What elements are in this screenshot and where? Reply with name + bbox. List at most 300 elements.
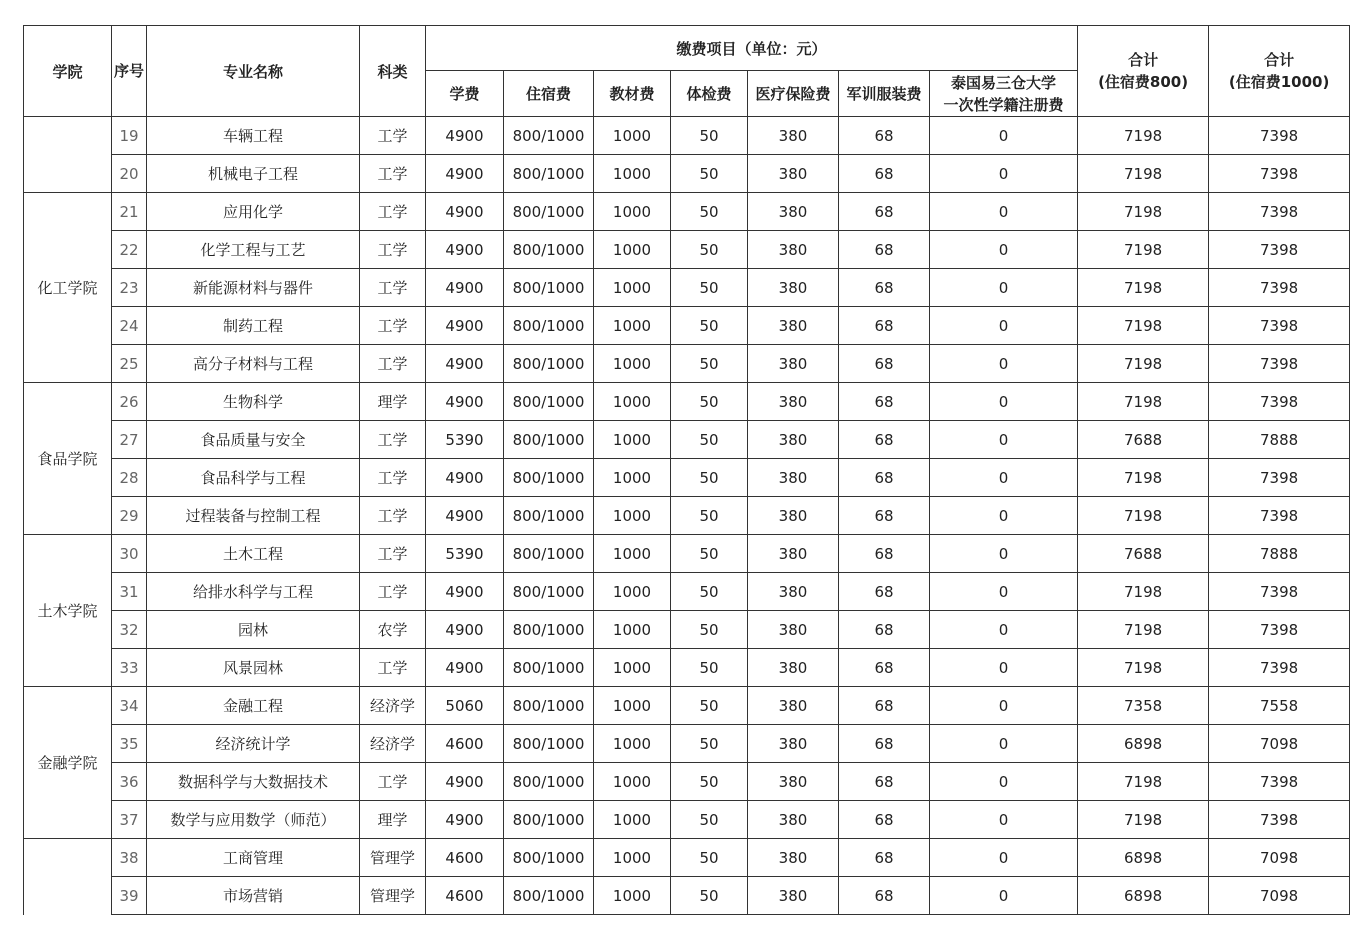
cell-accommodation: 800/1000: [504, 725, 594, 763]
cell-insurance: 380: [748, 307, 839, 345]
cell-category: 工学: [360, 345, 426, 383]
cell-tuition: 4900: [426, 611, 504, 649]
cell-thai-registration: 0: [930, 877, 1078, 915]
cell-total-1000: 7398: [1209, 117, 1350, 155]
cell-thai-registration: 0: [930, 269, 1078, 307]
cell-medical-exam: 50: [671, 877, 748, 915]
cell-tuition: 4900: [426, 231, 504, 269]
cell-accommodation: 800/1000: [504, 459, 594, 497]
header-total-1000-line2: (住宿费1000): [1228, 73, 1330, 91]
cell-accommodation: 800/1000: [504, 345, 594, 383]
cell-medical-exam: 50: [671, 345, 748, 383]
cell-seq: 33: [112, 649, 147, 687]
cell-accommodation: 800/1000: [504, 877, 594, 915]
college-cell: 化工学院: [24, 193, 112, 383]
cell-category: 工学: [360, 649, 426, 687]
cell-thai-registration: 0: [930, 763, 1078, 801]
cell-thai-registration: 0: [930, 307, 1078, 345]
header-thai-registration-line2: 一次性学籍注册费: [943, 95, 1064, 114]
college-cell: 土木学院: [24, 535, 112, 687]
header-insurance: 医疗保险费: [748, 71, 839, 117]
cell-total-800: 7358: [1078, 687, 1209, 725]
cell-textbook: 1000: [594, 421, 671, 459]
cell-thai-registration: 0: [930, 421, 1078, 459]
cell-category: 工学: [360, 573, 426, 611]
header-major: 专业名称: [147, 26, 360, 117]
cell-total-800: 7198: [1078, 117, 1209, 155]
cell-tuition: 4900: [426, 801, 504, 839]
cell-accommodation: 800/1000: [504, 535, 594, 573]
cell-medical-exam: 50: [671, 573, 748, 611]
cell-insurance: 380: [748, 763, 839, 801]
cell-tuition: 5060: [426, 687, 504, 725]
cell-seq: 25: [112, 345, 147, 383]
cell-seq: 27: [112, 421, 147, 459]
cell-seq: 24: [112, 307, 147, 345]
cell-insurance: 380: [748, 649, 839, 687]
cell-total-800: 7198: [1078, 193, 1209, 231]
cell-major: 化学工程与工艺: [147, 231, 360, 269]
header-seq: 序号: [112, 26, 147, 117]
cell-category: 理学: [360, 801, 426, 839]
cell-medical-exam: 50: [671, 801, 748, 839]
cell-total-800: 7198: [1078, 801, 1209, 839]
cell-thai-registration: 0: [930, 345, 1078, 383]
cell-seq: 36: [112, 763, 147, 801]
cell-insurance: 380: [748, 573, 839, 611]
cell-insurance: 380: [748, 611, 839, 649]
cell-accommodation: 800/1000: [504, 269, 594, 307]
cell-category: 工学: [360, 155, 426, 193]
cell-total-1000: 7558: [1209, 687, 1350, 725]
table-row: [24, 877, 1350, 915]
cell-military-uniform: 68: [839, 193, 930, 231]
table-row: [24, 193, 1350, 231]
cell-tuition: 4900: [426, 193, 504, 231]
cell-total-800: 7688: [1078, 421, 1209, 459]
table-row: [24, 269, 1350, 307]
table-row: [24, 687, 1350, 725]
cell-category: 工学: [360, 117, 426, 155]
table-row: [24, 801, 1350, 839]
table-row: [24, 345, 1350, 383]
cell-major: 工商管理: [147, 839, 360, 877]
cell-textbook: 1000: [594, 687, 671, 725]
cell-total-1000: 7398: [1209, 193, 1350, 231]
cell-medical-exam: 50: [671, 269, 748, 307]
cell-thai-registration: 0: [930, 497, 1078, 535]
cell-category: 管理学: [360, 839, 426, 877]
cell-seq: 35: [112, 725, 147, 763]
cell-medical-exam: 50: [671, 155, 748, 193]
cell-total-1000: 7098: [1209, 877, 1350, 915]
cell-medical-exam: 50: [671, 497, 748, 535]
cell-textbook: 1000: [594, 345, 671, 383]
cell-textbook: 1000: [594, 611, 671, 649]
cell-total-800: 7198: [1078, 307, 1209, 345]
cell-major: 经济统计学: [147, 725, 360, 763]
cell-tuition: 4900: [426, 269, 504, 307]
cell-textbook: 1000: [594, 649, 671, 687]
cell-category: 工学: [360, 307, 426, 345]
cell-textbook: 1000: [594, 307, 671, 345]
cell-seq: 19: [112, 117, 147, 155]
cell-military-uniform: 68: [839, 687, 930, 725]
header-total-800-line1: 合计: [1128, 51, 1159, 69]
cell-total-1000: 7398: [1209, 459, 1350, 497]
cell-insurance: 380: [748, 231, 839, 269]
cell-total-1000: 7398: [1209, 269, 1350, 307]
cell-major: 数据科学与大数据技术: [147, 763, 360, 801]
table-row: [24, 763, 1350, 801]
cell-military-uniform: 68: [839, 307, 930, 345]
cell-accommodation: 800/1000: [504, 421, 594, 459]
cell-major: 园林: [147, 611, 360, 649]
cell-total-800: 7198: [1078, 649, 1209, 687]
cell-tuition: 4900: [426, 345, 504, 383]
cell-category: 经济学: [360, 725, 426, 763]
cell-medical-exam: 50: [671, 611, 748, 649]
cell-medical-exam: 50: [671, 231, 748, 269]
cell-tuition: 4600: [426, 877, 504, 915]
cell-seq: 20: [112, 155, 147, 193]
header-thai-registration: [930, 71, 1078, 117]
table-row: [24, 459, 1350, 497]
cell-military-uniform: 68: [839, 649, 930, 687]
cell-textbook: 1000: [594, 801, 671, 839]
cell-textbook: 1000: [594, 497, 671, 535]
cell-total-1000: 7398: [1209, 573, 1350, 611]
cell-tuition: 4900: [426, 383, 504, 421]
cell-accommodation: 800/1000: [504, 649, 594, 687]
cell-thai-registration: 0: [930, 687, 1078, 725]
cell-insurance: 380: [748, 117, 839, 155]
cell-category: 经济学: [360, 687, 426, 725]
cell-total-800: 6898: [1078, 839, 1209, 877]
table-row: [24, 839, 1350, 877]
cell-seq: 21: [112, 193, 147, 231]
cell-total-800: 7198: [1078, 459, 1209, 497]
cell-thai-registration: 0: [930, 383, 1078, 421]
cell-category: 管理学: [360, 877, 426, 915]
cell-total-800: 7198: [1078, 269, 1209, 307]
cell-total-1000: 7398: [1209, 611, 1350, 649]
cell-insurance: 380: [748, 839, 839, 877]
cell-seq: 38: [112, 839, 147, 877]
cell-total-1000: 7098: [1209, 839, 1350, 877]
table-row: [24, 307, 1350, 345]
cell-category: 工学: [360, 421, 426, 459]
cell-seq: 29: [112, 497, 147, 535]
cell-total-800: 7198: [1078, 155, 1209, 193]
cell-insurance: 380: [748, 801, 839, 839]
cell-military-uniform: 68: [839, 231, 930, 269]
header-total-800: [1078, 26, 1209, 117]
table-row: [24, 117, 1350, 155]
cell-insurance: 380: [748, 497, 839, 535]
cell-major: 风景园林: [147, 649, 360, 687]
fee-table: [23, 25, 1350, 915]
cell-accommodation: 800/1000: [504, 839, 594, 877]
cell-accommodation: 800/1000: [504, 573, 594, 611]
cell-total-1000: 7398: [1209, 155, 1350, 193]
cell-accommodation: 800/1000: [504, 307, 594, 345]
cell-tuition: 5390: [426, 535, 504, 573]
cell-tuition: 4900: [426, 763, 504, 801]
cell-insurance: 380: [748, 383, 839, 421]
cell-insurance: 380: [748, 725, 839, 763]
cell-thai-registration: 0: [930, 459, 1078, 497]
cell-military-uniform: 68: [839, 155, 930, 193]
cell-total-800: 7198: [1078, 345, 1209, 383]
cell-accommodation: 800/1000: [504, 687, 594, 725]
cell-category: 工学: [360, 231, 426, 269]
cell-accommodation: 800/1000: [504, 117, 594, 155]
cell-category: 工学: [360, 763, 426, 801]
cell-total-1000: 7398: [1209, 763, 1350, 801]
cell-total-1000: 7398: [1209, 497, 1350, 535]
header-total-1000-line1: 合计: [1264, 51, 1295, 69]
cell-military-uniform: 68: [839, 839, 930, 877]
cell-thai-registration: 0: [930, 725, 1078, 763]
cell-medical-exam: 50: [671, 117, 748, 155]
cell-thai-registration: 0: [930, 535, 1078, 573]
cell-textbook: 1000: [594, 877, 671, 915]
header-total-800-line2: (住宿费800): [1098, 73, 1189, 91]
table-row: [24, 421, 1350, 459]
table-header: [24, 26, 1350, 117]
cell-tuition: 4900: [426, 649, 504, 687]
header-category: 科类: [360, 26, 426, 117]
cell-total-800: 7688: [1078, 535, 1209, 573]
cell-insurance: 380: [748, 345, 839, 383]
cell-tuition: 4900: [426, 117, 504, 155]
cell-tuition: 5390: [426, 421, 504, 459]
table-row: [24, 725, 1350, 763]
header-tuition: 学费: [426, 71, 504, 117]
cell-textbook: 1000: [594, 535, 671, 573]
cell-military-uniform: 68: [839, 345, 930, 383]
cell-military-uniform: 68: [839, 383, 930, 421]
cell-medical-exam: 50: [671, 763, 748, 801]
cell-total-1000: 7398: [1209, 231, 1350, 269]
cell-thai-registration: 0: [930, 155, 1078, 193]
cell-major: 高分子材料与工程: [147, 345, 360, 383]
cell-military-uniform: 68: [839, 269, 930, 307]
college-cell: 金融学院: [24, 687, 112, 839]
cell-thai-registration: 0: [930, 231, 1078, 269]
cell-military-uniform: 68: [839, 421, 930, 459]
cell-textbook: 1000: [594, 383, 671, 421]
cell-military-uniform: 68: [839, 763, 930, 801]
cell-insurance: 380: [748, 155, 839, 193]
cell-seq: 32: [112, 611, 147, 649]
cell-military-uniform: 68: [839, 611, 930, 649]
cell-category: 工学: [360, 193, 426, 231]
cell-category: 工学: [360, 535, 426, 573]
cell-total-1000: 7398: [1209, 801, 1350, 839]
cell-textbook: 1000: [594, 839, 671, 877]
header-medical-exam: 体检费: [671, 71, 748, 117]
cell-category: 工学: [360, 269, 426, 307]
cell-major: 食品质量与安全: [147, 421, 360, 459]
cell-textbook: 1000: [594, 155, 671, 193]
cell-military-uniform: 68: [839, 877, 930, 915]
cell-thai-registration: 0: [930, 117, 1078, 155]
cell-total-800: 6898: [1078, 877, 1209, 915]
cell-thai-registration: 0: [930, 649, 1078, 687]
cell-tuition: 4900: [426, 459, 504, 497]
cell-tuition: 4900: [426, 307, 504, 345]
cell-seq: 28: [112, 459, 147, 497]
header-accommodation: 住宿费: [504, 71, 594, 117]
cell-accommodation: 800/1000: [504, 155, 594, 193]
table-body: [24, 117, 1350, 915]
college-cell: [24, 117, 112, 193]
cell-textbook: 1000: [594, 269, 671, 307]
cell-medical-exam: 50: [671, 307, 748, 345]
cell-category: 工学: [360, 497, 426, 535]
cell-major: 制药工程: [147, 307, 360, 345]
cell-major: 数学与应用数学（师范）: [147, 801, 360, 839]
cell-seq: 23: [112, 269, 147, 307]
cell-tuition: 4900: [426, 497, 504, 535]
cell-thai-registration: 0: [930, 573, 1078, 611]
cell-total-800: 7198: [1078, 763, 1209, 801]
cell-military-uniform: 68: [839, 801, 930, 839]
cell-major: 应用化学: [147, 193, 360, 231]
cell-major: 土木工程: [147, 535, 360, 573]
cell-accommodation: 800/1000: [504, 611, 594, 649]
cell-insurance: 380: [748, 459, 839, 497]
cell-military-uniform: 68: [839, 573, 930, 611]
table-row: [24, 649, 1350, 687]
cell-insurance: 380: [748, 687, 839, 725]
cell-insurance: 380: [748, 269, 839, 307]
cell-accommodation: 800/1000: [504, 383, 594, 421]
cell-tuition: 4900: [426, 155, 504, 193]
cell-seq: 30: [112, 535, 147, 573]
cell-medical-exam: 50: [671, 725, 748, 763]
cell-major: 金融工程: [147, 687, 360, 725]
cell-accommodation: 800/1000: [504, 497, 594, 535]
table-row: [24, 231, 1350, 269]
header-military-uniform: 军训服装费: [839, 71, 930, 117]
cell-textbook: 1000: [594, 573, 671, 611]
cell-textbook: 1000: [594, 231, 671, 269]
header-fee-group: 缴费项目（单位：元）: [426, 26, 1078, 71]
cell-total-1000: 7888: [1209, 421, 1350, 459]
cell-textbook: 1000: [594, 117, 671, 155]
cell-total-1000: 7398: [1209, 383, 1350, 421]
cell-major: 过程装备与控制工程: [147, 497, 360, 535]
cell-total-800: 7198: [1078, 383, 1209, 421]
cell-military-uniform: 68: [839, 535, 930, 573]
header-college: 学院: [24, 26, 112, 117]
table-row: [24, 611, 1350, 649]
cell-medical-exam: 50: [671, 421, 748, 459]
college-cell: 食品学院: [24, 383, 112, 535]
cell-medical-exam: 50: [671, 383, 748, 421]
header-thai-registration-line1: 泰国易三仓大学: [951, 73, 1057, 92]
cell-textbook: 1000: [594, 725, 671, 763]
cell-major: 机械电子工程: [147, 155, 360, 193]
cell-category: 理学: [360, 383, 426, 421]
cell-thai-registration: 0: [930, 193, 1078, 231]
cell-thai-registration: 0: [930, 839, 1078, 877]
cell-major: 车辆工程: [147, 117, 360, 155]
cell-major: 食品科学与工程: [147, 459, 360, 497]
cell-military-uniform: 68: [839, 725, 930, 763]
cell-military-uniform: 68: [839, 459, 930, 497]
cell-total-1000: 7398: [1209, 307, 1350, 345]
cell-tuition: 4600: [426, 725, 504, 763]
cell-major: 生物科学: [147, 383, 360, 421]
cell-medical-exam: 50: [671, 193, 748, 231]
cell-military-uniform: 68: [839, 117, 930, 155]
cell-thai-registration: 0: [930, 801, 1078, 839]
cell-total-800: 7198: [1078, 497, 1209, 535]
cell-seq: 26: [112, 383, 147, 421]
cell-total-1000: 7888: [1209, 535, 1350, 573]
cell-total-1000: 7398: [1209, 345, 1350, 383]
cell-category: 农学: [360, 611, 426, 649]
cell-major: 给排水科学与工程: [147, 573, 360, 611]
cell-total-800: 6898: [1078, 725, 1209, 763]
cell-thai-registration: 0: [930, 611, 1078, 649]
cell-total-1000: 7098: [1209, 725, 1350, 763]
cell-total-800: 7198: [1078, 573, 1209, 611]
cell-insurance: 380: [748, 421, 839, 459]
cell-seq: 22: [112, 231, 147, 269]
cell-medical-exam: 50: [671, 649, 748, 687]
cell-seq: 37: [112, 801, 147, 839]
table-row: [24, 383, 1350, 421]
cell-tuition: 4900: [426, 573, 504, 611]
cell-total-1000: 7398: [1209, 649, 1350, 687]
cell-insurance: 380: [748, 877, 839, 915]
cell-textbook: 1000: [594, 459, 671, 497]
cell-medical-exam: 50: [671, 535, 748, 573]
header-total-1000: [1209, 26, 1350, 117]
cell-textbook: 1000: [594, 763, 671, 801]
cell-major: 市场营销: [147, 877, 360, 915]
table-row: [24, 573, 1350, 611]
cell-insurance: 380: [748, 535, 839, 573]
cell-seq: 34: [112, 687, 147, 725]
cell-textbook: 1000: [594, 193, 671, 231]
cell-total-800: 7198: [1078, 231, 1209, 269]
table-row: [24, 497, 1350, 535]
cell-category: 工学: [360, 459, 426, 497]
cell-military-uniform: 68: [839, 497, 930, 535]
header-textbook: 教材费: [594, 71, 671, 117]
cell-medical-exam: 50: [671, 459, 748, 497]
table-row: [24, 535, 1350, 573]
cell-major: 新能源材料与器件: [147, 269, 360, 307]
cell-accommodation: 800/1000: [504, 763, 594, 801]
cell-accommodation: 800/1000: [504, 801, 594, 839]
table-row: [24, 155, 1350, 193]
cell-total-800: 7198: [1078, 611, 1209, 649]
cell-accommodation: 800/1000: [504, 231, 594, 269]
cell-medical-exam: 50: [671, 839, 748, 877]
college-cell: [24, 839, 112, 915]
cell-medical-exam: 50: [671, 687, 748, 725]
cell-seq: 31: [112, 573, 147, 611]
cell-insurance: 380: [748, 193, 839, 231]
cell-accommodation: 800/1000: [504, 193, 594, 231]
